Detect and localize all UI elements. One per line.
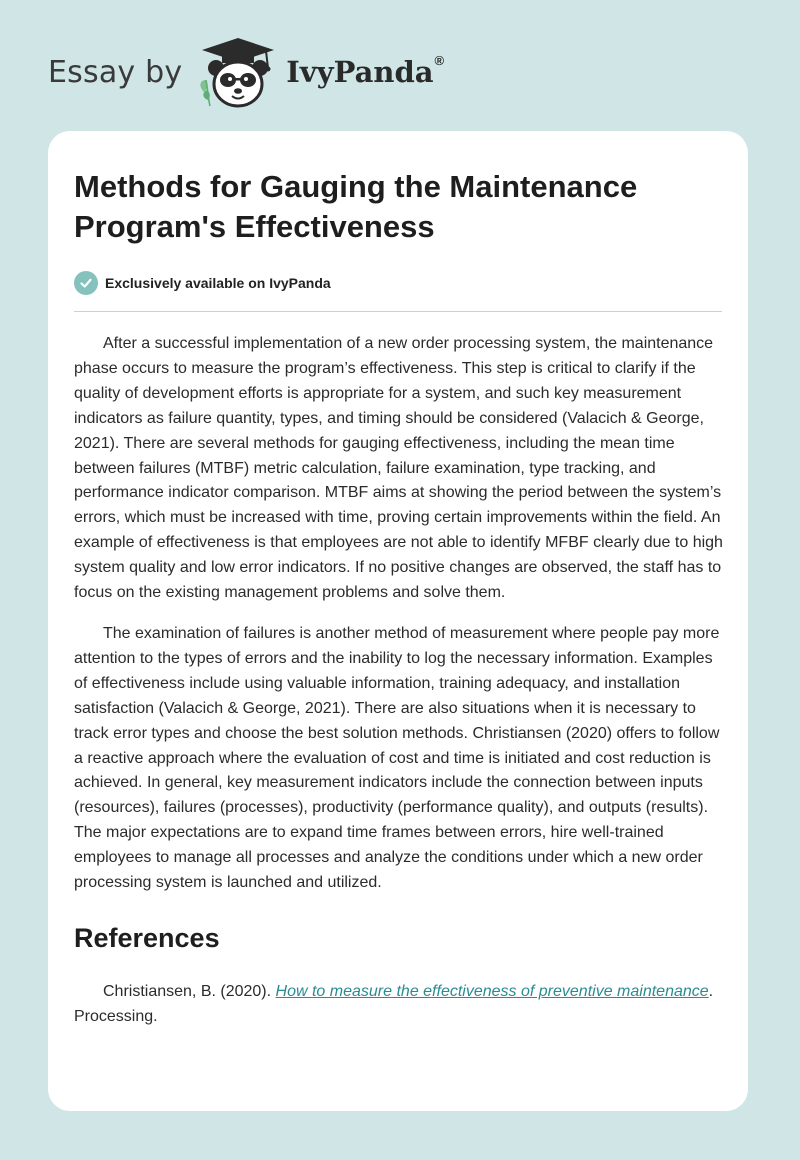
- page-title: Methods for Gauging the Maintenance Program's Effectiveness: [74, 169, 638, 244]
- reference-entry: [74, 980, 724, 1030]
- site-header: [48, 34, 444, 110]
- body-paragraph-2: The examination of failures is another method of measurement where people pay more attention to the types of errors and the inability to log the necessary information. Examples of effectiveness include using valuable information, training adequacy, and installation satisfaction (Valacich & George, 2021). There are also situations when it is necessary to track error types and choose the best solution methods. Christiansen (2020) offers to follow a reactive approach where the evaluation of cost and time is initiated and cost reduction is achieved. In general, key measurement indicators include the connection between inputs (resources), failures (processes), productivity (performance quality), and outputs (results). The major expectations are to expand time frames between errors, hire well-trained employees to manage all processes and analyze the conditions under which a new order processing system is launched and utilized.: [74, 624, 720, 892]
- check-circle-icon: [74, 271, 98, 295]
- exclusive-badge-text: Exclusively available on IvyPanda: [105, 275, 331, 291]
- registered-mark: ®: [434, 53, 445, 68]
- body-paragraph-1: After a successful implementation of a new order processing system, the maintenance phase occurs to measure the program’s effectiveness. This step is critical to clarify if the quality of development efforts is appropriate for a system, and such key measurement indicators as failure quantity, types, and timing should be considered (Valacich & George, 2021). There are several methods for gauging effectiveness, including the mean time between failures (MTBF) metric calculation, failure examination, type tracking, and performance indicator comparison. MTBF aims at showing the period between the system’s errors, which must be increased with time, proving certain improvements within the field. An example of effectiveness is that employees are not able to identify MFBF clearly due to high system quality and low error indicators. If no positive changes are observed, the staff has to focus on the existing management problems and solve them.: [74, 335, 723, 602]
- essay-body: [74, 332, 724, 896]
- reference-suffix: . Processing.: [74, 982, 714, 1025]
- reference-link[interactable]: How to measure the effectiveness of preventive maintenance: [275, 982, 709, 1000]
- brand-name[interactable]: [286, 55, 444, 89]
- essay-card: [48, 131, 748, 1111]
- title-divider: [74, 311, 722, 312]
- exclusive-badge: [74, 271, 722, 295]
- reference-author-year: Christiansen, B. (2020).: [103, 982, 276, 1000]
- brand-name-text: IvyPanda: [286, 55, 434, 89]
- references-heading: References: [74, 922, 220, 953]
- ivypanda-logo-icon[interactable]: [196, 34, 280, 110]
- essay-by-label: Essay by: [48, 54, 183, 90]
